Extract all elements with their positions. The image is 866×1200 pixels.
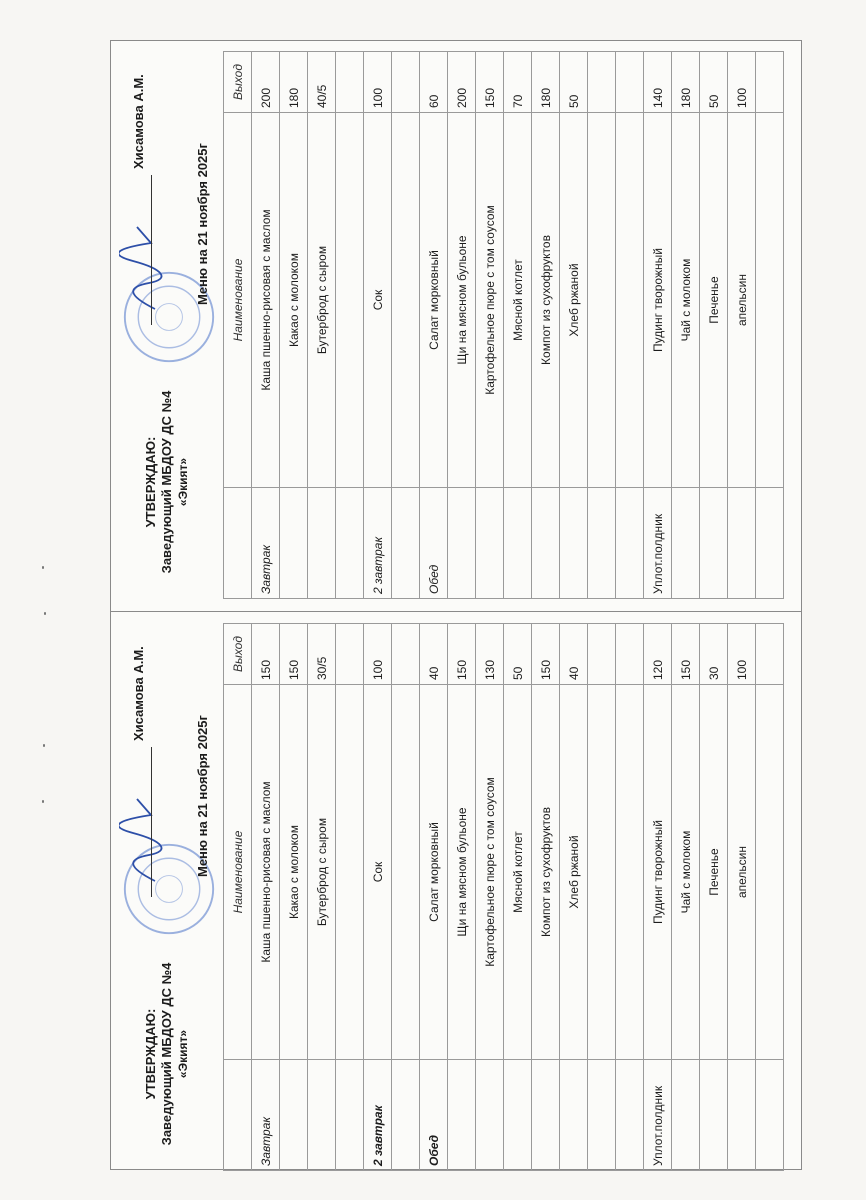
dish-name-cell: апельсин	[728, 685, 756, 1060]
header-meal	[224, 1060, 252, 1171]
table-row	[644, 624, 672, 1171]
table-row	[672, 624, 700, 1171]
dish-name-cell	[616, 685, 644, 1060]
table-row	[280, 624, 308, 1171]
output-cell: 120	[644, 624, 672, 685]
scan-speck	[42, 566, 44, 569]
dish-name-cell: Салат морковный	[420, 685, 448, 1060]
output-cell	[392, 52, 420, 113]
output-cell	[616, 52, 644, 113]
dish-name-cell: Бутерброд с сыром	[308, 685, 336, 1060]
output-cell: 180	[672, 52, 700, 113]
table-row	[252, 624, 280, 1171]
signature-block	[125, 55, 215, 365]
output-cell: 180	[280, 52, 308, 113]
table-row	[392, 52, 420, 599]
meal-cell	[280, 488, 308, 599]
header-output: Выход	[224, 52, 252, 113]
approve-title: УТВЕРЖДАЮ:	[143, 1008, 158, 1100]
output-cell: 100	[364, 52, 392, 113]
dish-name-cell: Каша пшенно-рисовая с маслом	[252, 113, 280, 488]
output-cell: 200	[252, 52, 280, 113]
dish-name-cell	[392, 113, 420, 488]
meal-cell	[308, 488, 336, 599]
meal-cell	[532, 1060, 560, 1171]
signer-name: Хисамова А.М.	[131, 646, 146, 741]
meal-cell	[672, 1060, 700, 1171]
header-name: Наименование	[224, 685, 252, 1060]
output-cell: 130	[476, 624, 504, 685]
output-cell: 150	[672, 624, 700, 685]
output-cell: 30	[700, 624, 728, 685]
menu-panel-top-content	[111, 45, 801, 605]
dish-name-cell: Чай с молоком	[672, 113, 700, 488]
table-row	[700, 624, 728, 1171]
meal-cell	[336, 1060, 364, 1171]
meal-cell	[728, 1060, 756, 1171]
meal-cell: 2 завтрак	[364, 488, 392, 599]
dish-name-cell: Щи на мясном бульоне	[448, 685, 476, 1060]
output-cell: 100	[728, 52, 756, 113]
menu-table	[223, 51, 784, 599]
approve-org: «Экият»	[176, 457, 190, 507]
dish-name-cell	[756, 685, 784, 1060]
dish-name-cell	[336, 113, 364, 488]
output-cell: 40	[560, 624, 588, 685]
table-row	[532, 52, 560, 599]
table-row	[336, 624, 364, 1171]
dish-name-cell: Компот из сухофруктов	[532, 113, 560, 488]
fold-divider	[111, 611, 801, 612]
menu-date: Меню на 21 ноября 2025г	[195, 143, 210, 305]
table-row	[588, 624, 616, 1171]
output-cell: 150	[532, 624, 560, 685]
meal-cell	[308, 1060, 336, 1171]
meal-cell: Обед	[420, 488, 448, 599]
meal-cell	[728, 488, 756, 599]
table-row	[504, 52, 532, 599]
dish-name-cell: Чай с молоком	[672, 685, 700, 1060]
dish-name-cell	[616, 113, 644, 488]
output-cell: 100	[364, 624, 392, 685]
meal-cell	[504, 1060, 532, 1171]
output-cell	[588, 624, 616, 685]
dish-name-cell: Пудинг творожный	[644, 685, 672, 1060]
dish-name-cell: Бутерброд с сыром	[308, 113, 336, 488]
approval-header	[111, 617, 221, 1177]
meal-cell	[504, 488, 532, 599]
table-header-row	[224, 52, 252, 599]
output-cell: 30/5	[308, 624, 336, 685]
table-row	[756, 52, 784, 599]
output-cell: 40/5	[308, 52, 336, 113]
meal-cell	[560, 488, 588, 599]
dish-name-cell	[588, 685, 616, 1060]
meal-cell: 2 завтрак	[364, 1060, 392, 1171]
dish-name-cell: Пудинг творожный	[644, 113, 672, 488]
header-name: Наименование	[224, 113, 252, 488]
output-cell: 150	[280, 624, 308, 685]
menu-panel-bottom	[111, 613, 801, 1181]
dish-name-cell: Картофельное пюре с том соусом	[476, 113, 504, 488]
output-cell: 100	[728, 624, 756, 685]
output-cell: 50	[700, 52, 728, 113]
table-row	[420, 52, 448, 599]
table-row	[364, 624, 392, 1171]
document-sheet	[110, 40, 802, 1170]
approve-org: «Экият»	[176, 1029, 190, 1079]
table-row	[476, 624, 504, 1171]
output-cell	[616, 624, 644, 685]
dish-name-cell: Печенье	[700, 685, 728, 1060]
signature-line	[141, 175, 152, 325]
table-row	[616, 624, 644, 1171]
dish-name-cell: Мясной котлет	[504, 685, 532, 1060]
dish-name-cell: Хлеб ржаной	[560, 685, 588, 1060]
menu-table	[223, 623, 784, 1171]
meal-cell	[672, 488, 700, 599]
table-row	[476, 52, 504, 599]
output-cell: 200	[448, 52, 476, 113]
table-row	[588, 52, 616, 599]
table-row	[616, 52, 644, 599]
output-cell	[756, 52, 784, 113]
meal-cell	[476, 1060, 504, 1171]
output-cell	[336, 52, 364, 113]
meal-cell	[588, 488, 616, 599]
table-header-row	[224, 624, 252, 1171]
dish-name-cell	[392, 685, 420, 1060]
table-row	[336, 52, 364, 599]
meal-cell	[532, 488, 560, 599]
scan-speck	[44, 612, 46, 615]
table-row	[308, 52, 336, 599]
dish-name-cell: апельсин	[728, 113, 756, 488]
meal-cell	[280, 1060, 308, 1171]
dish-name-cell: Какао с молоком	[280, 685, 308, 1060]
table-row	[308, 624, 336, 1171]
signature-line	[141, 747, 152, 897]
dish-name-cell	[588, 113, 616, 488]
dish-name-cell: Печенье	[700, 113, 728, 488]
signer-name: Хисамова А.М.	[131, 74, 146, 169]
meal-cell	[448, 1060, 476, 1171]
output-cell: 60	[420, 52, 448, 113]
table-row	[560, 624, 588, 1171]
output-cell: 50	[504, 624, 532, 685]
dish-name-cell	[336, 685, 364, 1060]
output-cell	[336, 624, 364, 685]
signature-block	[125, 627, 215, 937]
table-row	[756, 624, 784, 1171]
meal-cell: Завтрак	[252, 488, 280, 599]
dish-name-cell	[756, 113, 784, 488]
scan-speck	[43, 744, 45, 747]
table-row	[728, 624, 756, 1171]
output-cell: 70	[504, 52, 532, 113]
output-cell	[588, 52, 616, 113]
output-cell: 40	[420, 624, 448, 685]
table-row	[448, 624, 476, 1171]
dish-name-cell: Салат морковный	[420, 113, 448, 488]
meal-cell	[392, 1060, 420, 1171]
table-row	[280, 52, 308, 599]
dish-name-cell: Хлеб ржаной	[560, 113, 588, 488]
table-row	[364, 52, 392, 599]
output-cell	[756, 624, 784, 685]
output-cell: 150	[252, 624, 280, 685]
table-row	[448, 52, 476, 599]
output-cell	[392, 624, 420, 685]
table-row	[672, 52, 700, 599]
meal-cell	[588, 1060, 616, 1171]
table-row	[644, 52, 672, 599]
table-row	[252, 52, 280, 599]
dish-name-cell: Мясной котлет	[504, 113, 532, 488]
meal-cell: Уплот.полдник	[644, 1060, 672, 1171]
meal-cell: Обед	[420, 1060, 448, 1171]
scan-speck	[42, 800, 44, 803]
approve-position: Заведующий МБДОУ ДС №4	[159, 962, 174, 1146]
dish-name-cell: Сок	[364, 113, 392, 488]
meal-cell	[700, 488, 728, 599]
dish-name-cell: Щи на мясном бульоне	[448, 113, 476, 488]
dish-name-cell: Сок	[364, 685, 392, 1060]
table-row	[700, 52, 728, 599]
meal-cell	[756, 488, 784, 599]
meal-cell	[448, 488, 476, 599]
output-cell: 150	[476, 52, 504, 113]
meal-cell: Завтрак	[252, 1060, 280, 1171]
approve-title: УТВЕРЖДАЮ:	[143, 436, 158, 528]
meal-cell	[616, 488, 644, 599]
table-row	[728, 52, 756, 599]
output-cell: 140	[644, 52, 672, 113]
meal-cell	[392, 488, 420, 599]
output-cell: 180	[532, 52, 560, 113]
table-row	[420, 624, 448, 1171]
output-cell: 50	[560, 52, 588, 113]
header-output: Выход	[224, 624, 252, 685]
table-row	[392, 624, 420, 1171]
table-row	[560, 52, 588, 599]
dish-name-cell: Компот из сухофруктов	[532, 685, 560, 1060]
header-meal	[224, 488, 252, 599]
meal-cell: Уплот.полдник	[644, 488, 672, 599]
menu-date: Меню на 21 ноября 2025г	[195, 715, 210, 877]
approve-position: Заведующий МБДОУ ДС №4	[159, 390, 174, 574]
output-cell: 150	[448, 624, 476, 685]
menu-panel-bottom-content	[111, 617, 801, 1177]
meal-cell	[756, 1060, 784, 1171]
table-row	[504, 624, 532, 1171]
approval-block	[143, 367, 191, 597]
dish-name-cell: Картофельное пюре с том соусом	[476, 685, 504, 1060]
menu-panel-top	[111, 41, 801, 609]
dish-name-cell: Каша пшенно-рисовая с маслом	[252, 685, 280, 1060]
meal-cell	[476, 488, 504, 599]
approval-block	[143, 939, 191, 1169]
table-row	[532, 624, 560, 1171]
meal-cell	[336, 488, 364, 599]
meal-cell	[560, 1060, 588, 1171]
approval-header	[111, 45, 221, 605]
dish-name-cell: Какао с молоком	[280, 113, 308, 488]
meal-cell	[700, 1060, 728, 1171]
meal-cell	[616, 1060, 644, 1171]
